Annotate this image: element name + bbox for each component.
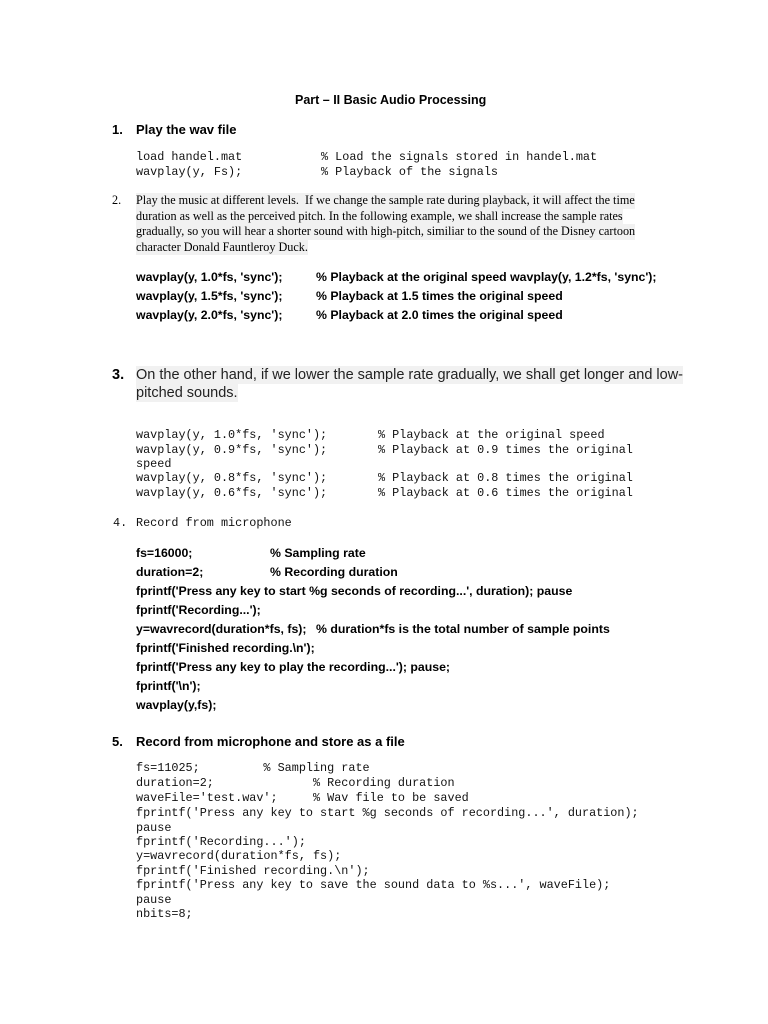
page-title: Part – II Basic Audio Processing <box>295 93 487 107</box>
section-2-code-cmd-3: wavplay(y, 2.0*fs, 'sync'); <box>136 308 283 322</box>
section-3-code-cmd-1: wavplay(y, 1.0*fs, 'sync'); <box>136 428 328 442</box>
section-4-code-cmd-9: wavplay(y,fs); <box>136 698 217 712</box>
section-2-code-comment-3: % Playback at 2.0 times the original speed <box>316 308 563 322</box>
section-5-code-line-11: nbits=8; <box>136 907 193 921</box>
section-3-code-comment-4: % Playback at 0.8 times the original <box>378 471 633 485</box>
section-5-code-line-5: pause <box>136 821 172 835</box>
section-5-code-line-10: pause <box>136 893 172 907</box>
section-4-number: 4. <box>113 516 128 530</box>
section-5-code-line-4: fprintf('Press any key to start %g seconds of recording...', duration); <box>136 806 639 820</box>
section-3-number: 3. <box>112 367 125 383</box>
section-1-code-cmd-1: load handel.mat <box>136 150 243 164</box>
section-3-code-comment-1: % Playback at the original speed <box>378 428 605 442</box>
section-3-code-comment-2: % Playback at 0.9 times the original <box>378 443 633 457</box>
section-4-code-comment-2: % Recording duration <box>270 565 398 579</box>
section-1-code-comment-1: % Load the signals stored in handel.mat <box>321 150 598 164</box>
section-3-code-cmd-5: wavplay(y, 0.6*fs, 'sync'); <box>136 486 328 500</box>
section-4-code-cmd-2: duration=2; <box>136 565 204 579</box>
section-3-line-2: pitched sounds. <box>136 385 238 401</box>
section-1-code-cmd-2: wavplay(y, Fs); <box>136 165 243 179</box>
section-5-heading: Record from microphone and store as a file <box>136 734 405 749</box>
section-4-code-cmd-1: fs=16000; <box>136 546 193 560</box>
section-4-code-cmd-3: fprintf('Press any key to start %g seconds of recording...', duration); pause <box>136 584 573 598</box>
section-2-number: 2. <box>112 193 122 207</box>
section-4-code-cmd-8: fprintf('\n'); <box>136 679 201 693</box>
section-2-code-comment-2: % Playback at 1.5 times the original speed <box>316 289 563 303</box>
section-5-code-line-3: waveFile='test.wav'; % Wav file to be saved <box>136 791 469 805</box>
section-4-code-cmd-7: fprintf('Press any key to play the recording...'); pause; <box>136 660 451 674</box>
section-5-code-line-9: fprintf('Press any key to save the sound data to %s...', waveFile); <box>136 878 611 892</box>
section-5-code-line-7: y=wavrecord(duration*fs, fs); <box>136 849 342 863</box>
section-4-code-comment-1: % Sampling rate <box>270 546 366 560</box>
section-2-line-4: character Donald Fauntleroy Duck. <box>136 239 308 254</box>
section-2-line-1: Play the music at different levels. If we change the sample rate during playback, it will affect the time <box>136 193 635 207</box>
section-4-code-cmd-6: fprintf('Finished recording.\n'); <box>136 641 315 655</box>
section-1-code-comment-2: % Playback of the signals <box>321 165 498 179</box>
section-3-line-1: On the other hand, if we lower the sample rate gradually, we shall get longer and low- <box>136 367 684 383</box>
section-2-code-cmd-2: wavplay(y, 1.5*fs, 'sync'); <box>136 289 283 303</box>
section-1-heading: Play the wav file <box>136 122 237 137</box>
section-3-code-comment-5: % Playback at 0.6 times the original <box>378 486 633 500</box>
section-3-code-cmd-4: wavplay(y, 0.8*fs, 'sync'); <box>136 471 328 485</box>
section-4-heading: Record from microphone <box>136 516 292 530</box>
section-4-code-comment-5: % duration*fs is the total number of sample points <box>316 622 610 636</box>
section-4-code-cmd-4: fprintf('Recording...'); <box>136 603 261 617</box>
section-5-code-line-1: fs=11025; % Sampling rate <box>136 761 370 775</box>
section-1-number: 1. <box>112 122 123 137</box>
section-5-code-line-8: fprintf('Finished recording.\n'); <box>136 864 370 878</box>
section-2-code-comment-1: % Playback at the original speed wavplay(y, 1.2*fs, 'sync'); <box>316 270 657 284</box>
section-2-line-3: gradually, so you will hear a shorter sound with high-pitch, similiar to the sound of the Disney cartoon <box>136 224 636 238</box>
section-5-code-line-6: fprintf('Recording...'); <box>136 835 306 849</box>
section-5-number: 5. <box>112 734 123 749</box>
section-3-code-cmd-2: wavplay(y, 0.9*fs, 'sync'); <box>136 443 328 457</box>
section-2-code-cmd-1: wavplay(y, 1.0*fs, 'sync'); <box>136 270 283 284</box>
section-4-code-cmd-5: y=wavrecord(duration*fs, fs); <box>136 622 307 636</box>
section-2-line-2: duration as well as the perceived pitch. In the following example, we shall increase the sample rates <box>136 208 623 223</box>
section-5-code-line-2: duration=2; % Recording duration <box>136 776 455 790</box>
section-3-code-cmd-3: speed <box>136 457 172 471</box>
